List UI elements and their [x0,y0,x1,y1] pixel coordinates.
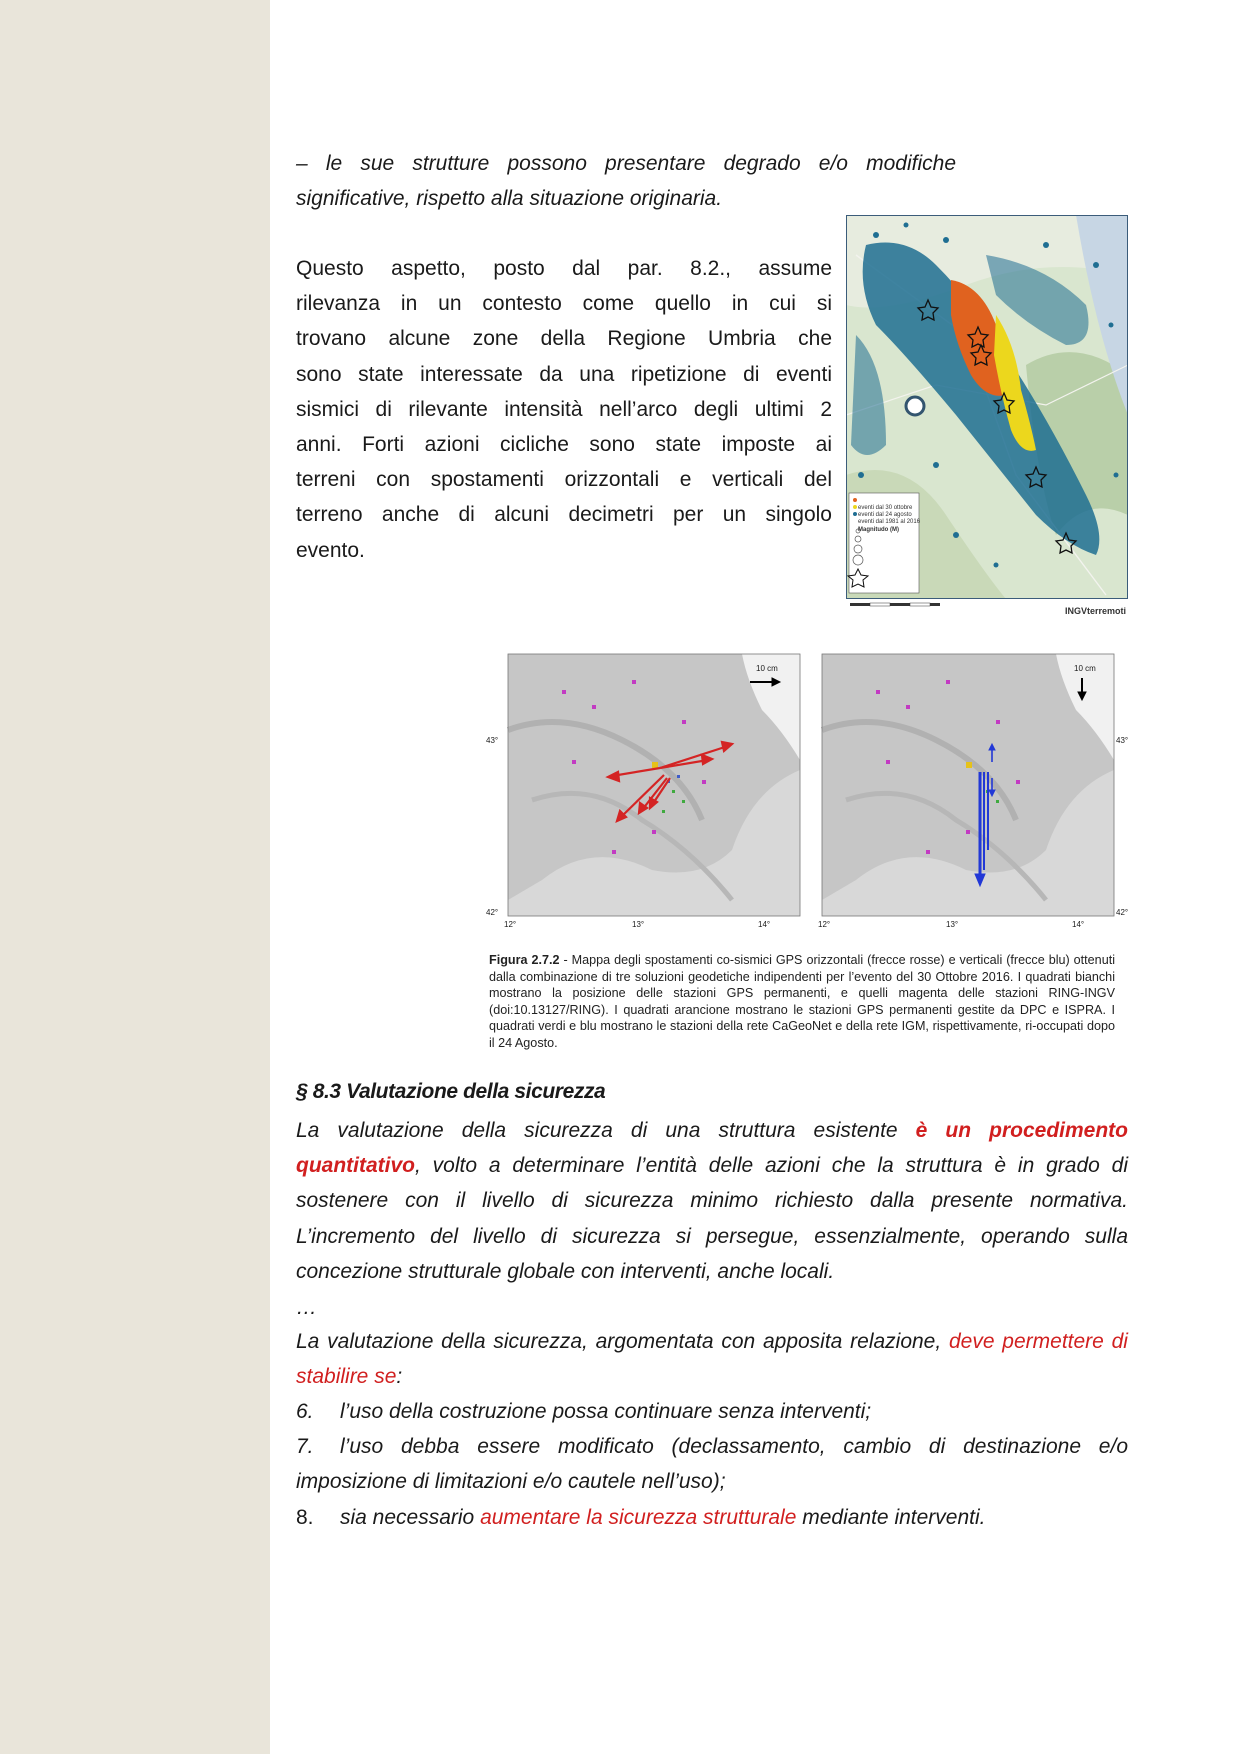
lat-label: 42° [1116,908,1129,917]
highlighted-text: aumentare la sicurezza strutturale [480,1505,797,1529]
figure-caption-text: - Mappa degli spostamenti co-sismici GPS orizzontali (frecce rosse) e verticali (frecce blu) ottenuti dalla combinazione di tre soluzioni geodetiche indipendenti per l’evento del 30 Ottobre 2016. I quadrati bianchi mostrano la posizione delle stazioni GPS permanenti, e quelli magenta delle stazioni RING-INGV (doi:10.13127/RING). I quadrati arancione mostrano le stazioni GPS permanenti gestite da DPC e ISPRA. I quadrati verdi e blu mostrano le stazioni della rete CaGeoNet e della rete IGM, rispettivamente, ri-occupati dopo il 24 Agosto. [489,953,1115,1050]
seismic-map-figure [846,215,1128,617]
list-item-text: mediante interventi. [796,1505,986,1529]
legend-item: eventi dal 30 ottobre [858,505,913,511]
list-item [296,1429,1128,1499]
lon-label: 14° [758,920,771,929]
paragraph-line: sono state interessate da una ripetizione di eventi [296,362,832,386]
legend-item: eventi dal 24 agosto [858,512,912,518]
paragraph-text: La valutazione della sicurezza di una struttura esistente [296,1119,916,1142]
ingv-logo: INGVterremoti [1064,606,1126,616]
paragraph-line: sismici di rilevante intensità nell’arco degli ultimi 2 [296,397,832,421]
seismic-map-frame [846,215,1128,599]
list-item [296,1500,1128,1535]
lon-label: 13° [632,920,645,929]
paragraph-line: trovano alcune zone della Regione Umbria che [296,327,832,351]
paragraph-line: terreno anche di alcuni decimetri per un singolo [296,503,832,527]
section-paragraph-1 [296,1113,1128,1289]
legend-title: Magnitudo (M) [858,527,899,533]
list-item-text: l’uso della costruzione possa continuare senza interventi; [340,1400,872,1423]
gps-maps-image [502,650,1130,936]
paragraph-text: : [396,1365,403,1389]
lon-label: 12° [504,920,517,929]
intro-dash-line: – le sue strutture possono presentare degrado e/o modifiche [296,152,956,175]
list-item-number: 7. [296,1435,314,1459]
paragraph-line: evento. [296,538,365,562]
lon-label: 13° [946,920,959,929]
list-item-number: 6. [296,1400,314,1423]
legend-item: eventi dal 1981 al 2016 [858,519,921,525]
list-item-number: 8. [296,1505,314,1529]
list-item [296,1394,1128,1429]
lon-label: 12° [818,920,831,929]
gps-displacement-figure [486,650,1130,936]
highlighted-text: deve permettere di stabilire se [296,1330,1128,1389]
lon-label: 14° [1072,920,1085,929]
section-paragraph-2 [296,1324,1128,1394]
highlighted-text: è un procedimento quantitativo [296,1119,1128,1178]
figure-caption-label: Figura 2.7.2 [489,953,560,967]
left-map-scale-label: 10 cm [756,664,778,673]
lat-label: 42° [486,908,499,917]
document-page [296,0,1128,1754]
list-item-text: sia necessario [340,1505,481,1529]
paragraph-regione-umbria [296,251,832,568]
lat-label: 43° [486,736,499,745]
page-margin-band [0,0,270,1754]
paragraph-line: anni. Forti azioni cicliche sono state imposte ai [296,433,832,457]
intro-dash-line-end: significative, rispetto alla situazione originaria. [296,187,723,210]
numbered-list [296,1394,1128,1535]
lat-label: 43° [1116,736,1129,745]
paragraph-line: Questo aspetto, posto dal par. 8.2., assume [296,257,832,280]
ellipsis: … [296,1296,317,1319]
paragraph-text: La valutazione della sicurezza, argomentata con apposita relazione, [296,1330,949,1353]
list-item-text: l’uso debba essere modificato (declassamento, cambio di destinazione e/o imposizione di limitazioni e/o cautele nell’uso); [296,1435,1128,1494]
paragraph-line: rilevanza in un contesto come quello in cui si [296,292,832,316]
paragraph-text: , volto a determinare l’entità delle azioni che la struttura è in grado di sostenere con il livello di sicurezza minimo richiesto dalla presente normativa. L’incremento del livello di sicurezza si persegue, essenzialmente, operando sulla concezione strutturale globale con interventi, anche locali. [296,1154,1128,1283]
right-map-scale-label: 10 cm [1074,664,1096,673]
paragraph-line: terreni con spostamenti orizzontali e verticali del [296,468,832,492]
seismic-map-legend [858,505,920,534]
section-heading: § 8.3 Valutazione della sicurezza [296,1080,606,1103]
figure-caption [489,952,1115,1052]
